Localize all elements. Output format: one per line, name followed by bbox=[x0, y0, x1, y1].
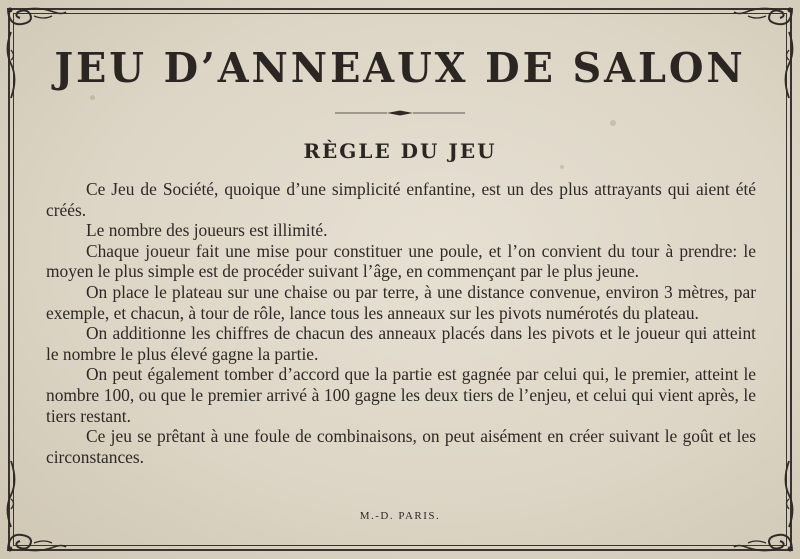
section-heading: RÈGLE DU JEU bbox=[303, 139, 497, 163]
paragraph: On place le plateau sur une chaise ou par terre, à une distance convenue, environ 3 mètres, par exemple, et chacun, à tour de rôle, lance tous les anneaux sur les pivots numérotés du plateau. bbox=[46, 281, 756, 323]
paragraph: Ce Jeu de Société, quoique d’une simplicité enfantine, est un des plus attrayants qui aient été créés. bbox=[46, 179, 756, 220]
paragraph: Le nombre des joueurs est illimité. bbox=[86, 220, 328, 241]
ornamental-corner-icon bbox=[730, 525, 796, 555]
paragraph: Ce jeu se prêtant à une foule de combinaisons, on peut aisément en créer suivant le goût et les circonstances. bbox=[46, 426, 756, 467]
rules-text bbox=[46, 179, 756, 467]
ornamental-corner-icon bbox=[4, 525, 70, 555]
paragraph: On additionne les chiffres de chacun des anneaux placés dans les pivots et le joueur qui atteint le nombre le plus élevé gagne la partie. bbox=[46, 323, 756, 364]
decorative-rule-icon bbox=[335, 110, 465, 116]
document-title: JEU D’ANNEAUX DE SALON bbox=[54, 44, 746, 92]
publisher-signature: M.-D. PARIS. bbox=[359, 510, 441, 522]
paragraph: Chaque joueur fait une mise pour constituer une poule, et l’on convient du tour à prendre: le moyen le plus simple est de procéder suivant l’âge, en commençant par le plus jeune. bbox=[46, 240, 756, 282]
paragraph: On peut également tomber d’accord que la partie est gagnée par celui qui, le premier, atteint le nombre 100, ou que le premier arrivé à 100 gagne les deux tiers de l’enjeu, et celui qui vient après, le tiers restant. bbox=[46, 364, 756, 426]
